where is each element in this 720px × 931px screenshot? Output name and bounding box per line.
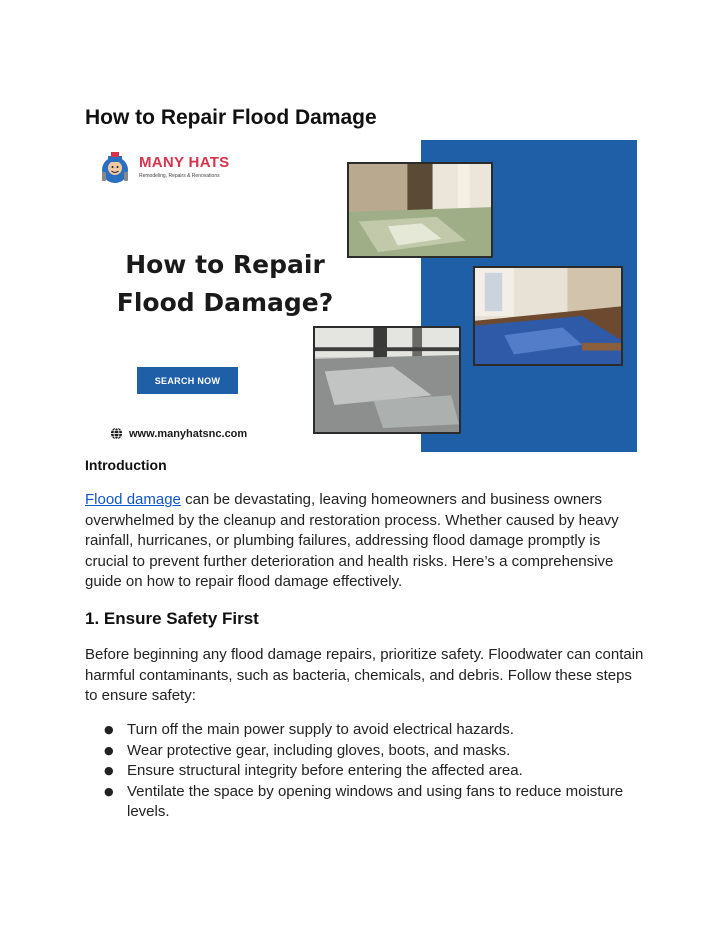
- logo-tagline: Remodeling, Repairs & Renovations: [139, 173, 220, 179]
- banner-headline-line-2: Flood Damage?: [116, 288, 334, 317]
- flooded-room-photo: [347, 162, 493, 258]
- flooded-floor-photo: [313, 326, 461, 434]
- list-item: ● Turn off the main power supply to avoid electrical hazards.: [85, 720, 645, 741]
- list-item: ● Ventilate the space by opening windows and using fans to reduce moisture levels.: [85, 782, 645, 823]
- safety-steps-list: [85, 720, 645, 823]
- banner-headline: [105, 246, 345, 322]
- list-item: ● Ensure structural integrity before entering the affected area.: [85, 761, 645, 782]
- document-title: How to Repair Flood Damage: [85, 106, 377, 129]
- section-1-paragraph: Before beginning any flood damage repairs, prioritize safety. Floodwater can contain harmful contaminants, such as bacteria, chemicals, and debris. Follow these steps to ensure safety:: [85, 646, 644, 704]
- wet-floor-photo: [473, 266, 623, 366]
- banner-headline-line-1: How to Repair: [125, 250, 325, 279]
- mascot-logo-icon: [97, 150, 133, 186]
- introduction-heading: Introduction: [85, 457, 167, 473]
- logo-name: MANY HATS: [139, 154, 230, 171]
- hero-banner-image: [85, 140, 637, 452]
- website-row: [110, 427, 247, 440]
- search-now-button: SEARCH NOW: [137, 367, 238, 394]
- introduction-paragraph: [85, 490, 645, 593]
- website-url: www.manyhatsnc.com: [129, 427, 248, 440]
- introduction-text: can be devastating, leaving homeowners and business owners overwhelmed by the cleanup and restoration process. Whether caused by heavy rainfall, hurricanes, or plumbing failures, addressing flood damage promptly is crucial to prevent further deterioration and health risks. Here’s a comprehensive guide on how to repair flood damage effectively.: [85, 491, 619, 590]
- flood-damage-link[interactable]: Flood damage: [85, 491, 181, 508]
- section-1-heading: 1. Ensure Safety First: [85, 609, 259, 628]
- globe-icon: [110, 427, 123, 440]
- list-item: ● Wear protective gear, including gloves, boots, and masks.: [85, 741, 645, 762]
